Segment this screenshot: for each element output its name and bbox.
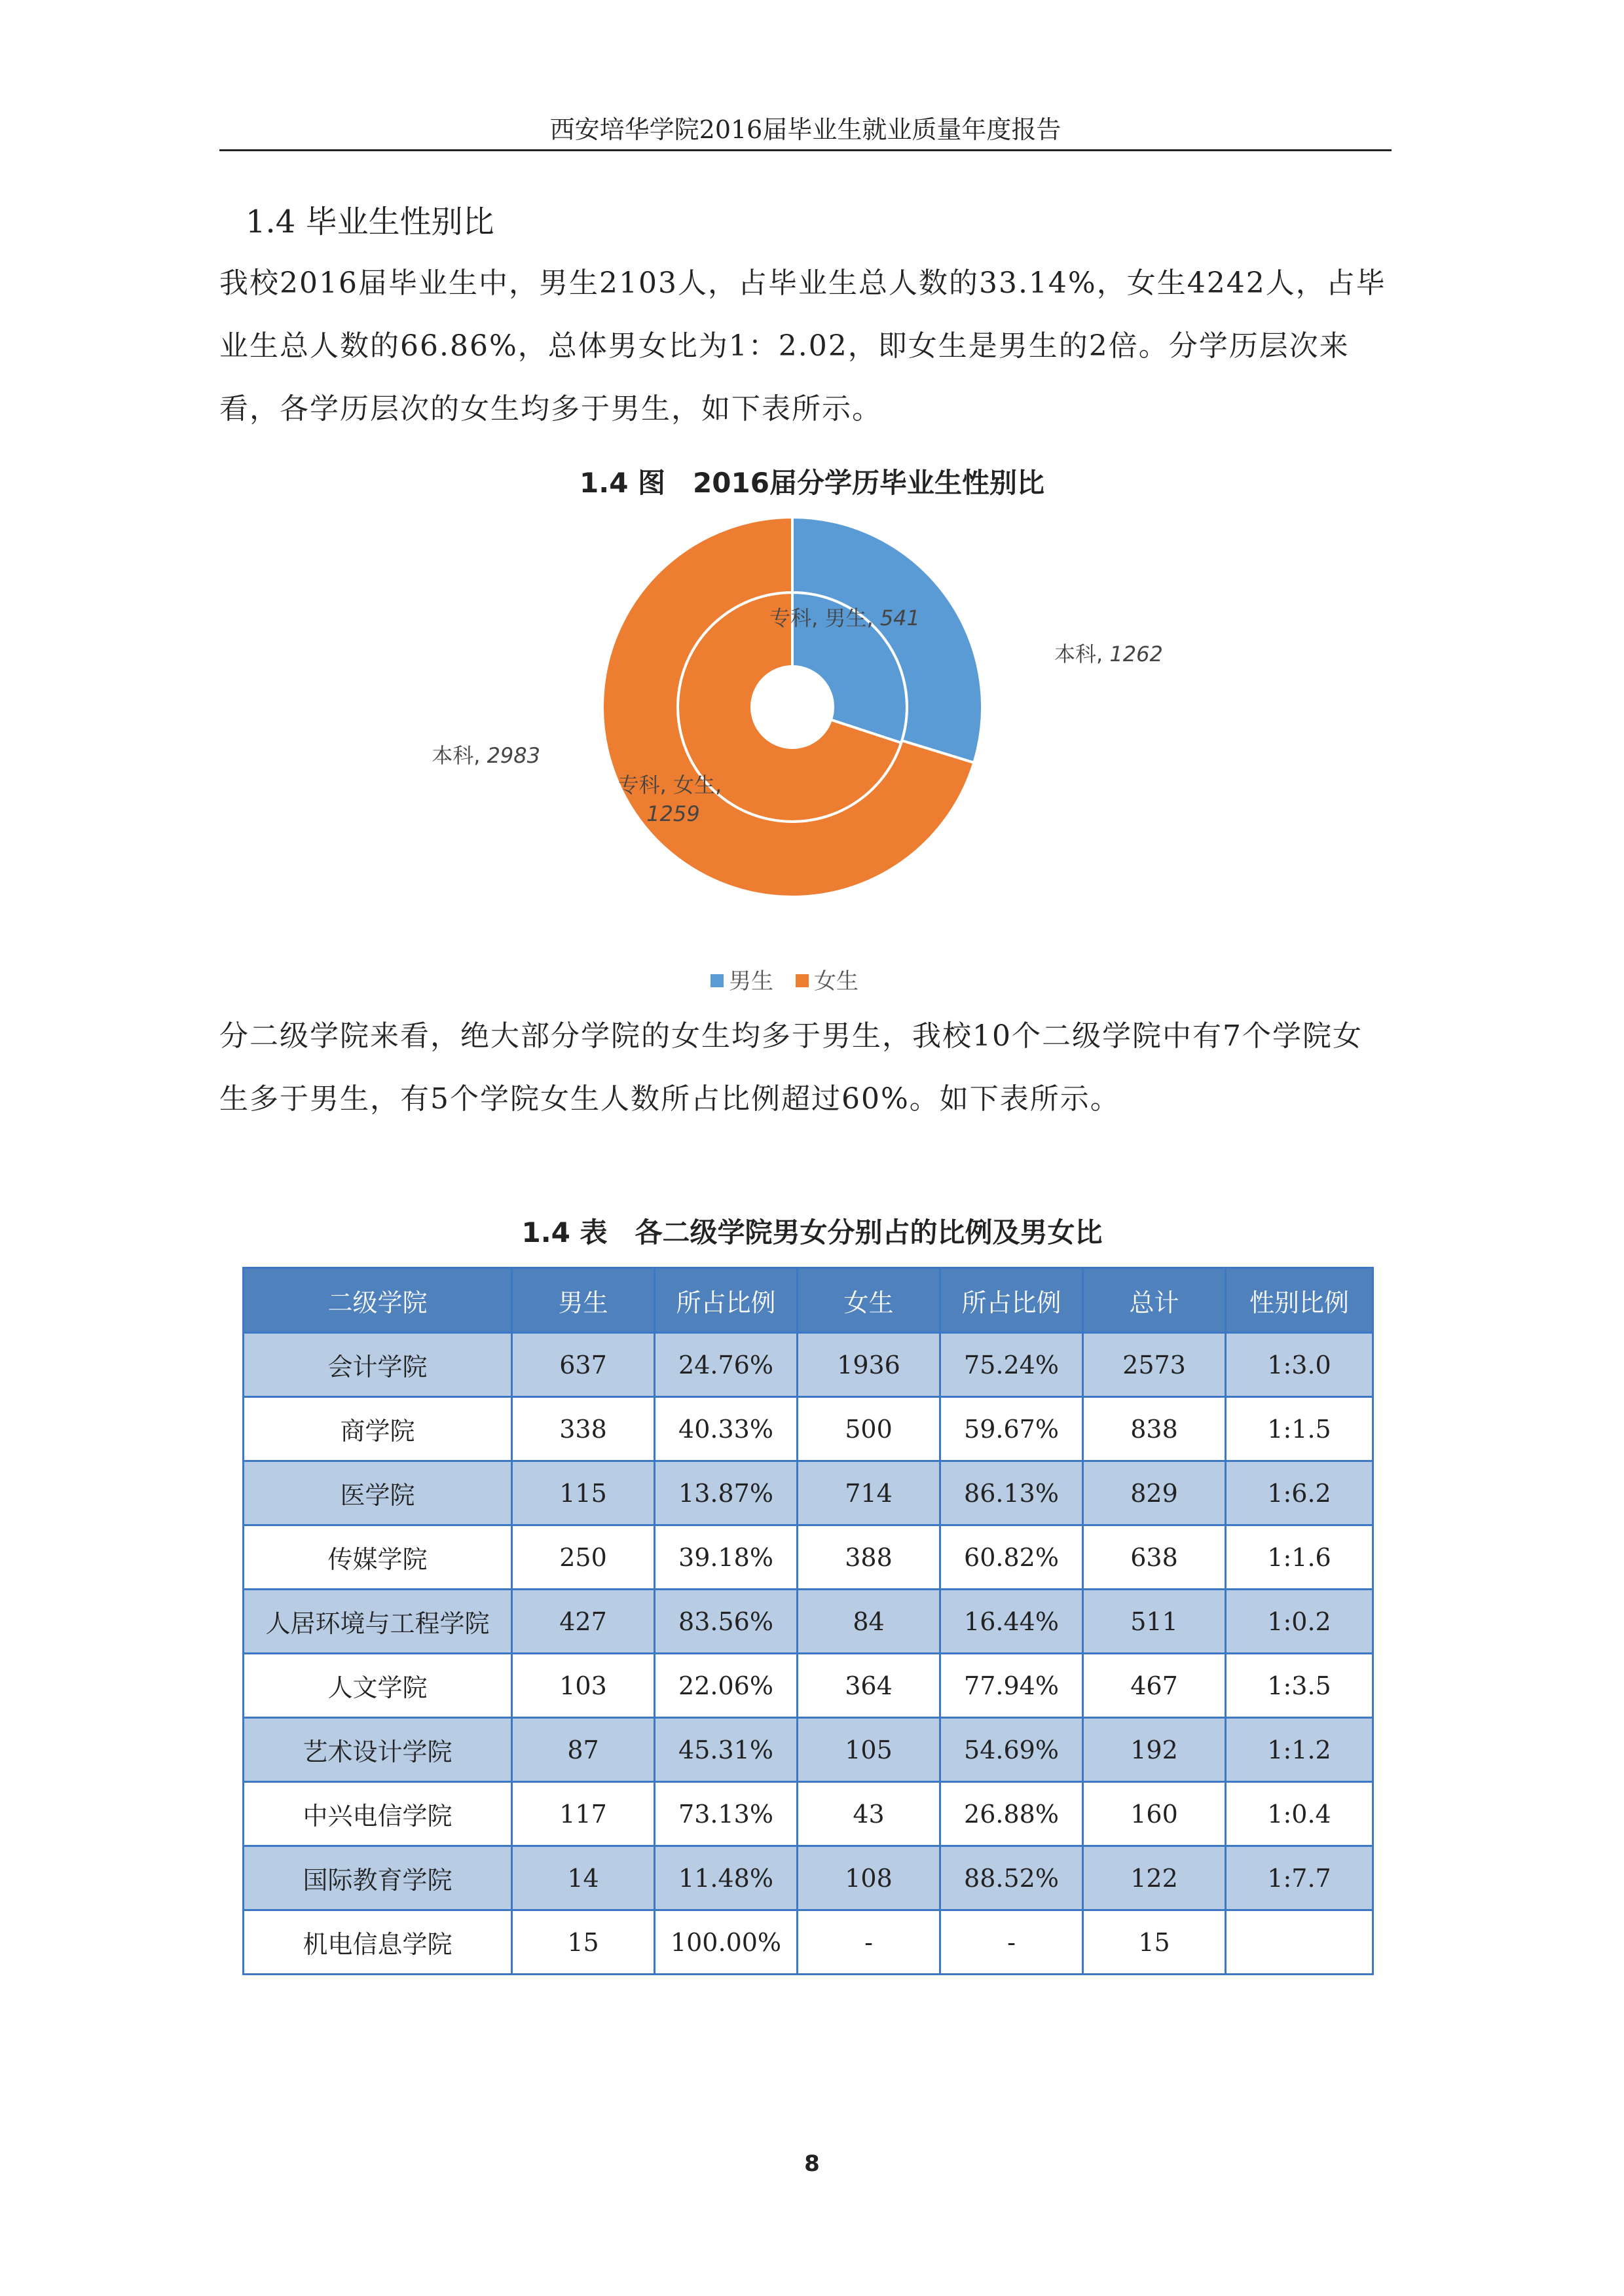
legend-swatch [710,974,724,987]
table-cell: 714 [798,1461,940,1525]
paragraph-college-ratio: 分二级学院来看，绝大部分学院的女生均多于男生，我校10个二级学院中有7个学院女生多于男生，有5个学院女生人数所占比例超过60%。如下表所示。 [219,1019,1363,1116]
table-cell: - [798,1910,940,1975]
table-body [244,1333,1373,1975]
table-cell: 100.00% [655,1910,798,1975]
table-cell: 45.31% [655,1718,798,1782]
table-cell: 160 [1083,1782,1226,1846]
table-row [244,1397,1373,1461]
table-row [244,1910,1373,1975]
table-row [244,1333,1373,1397]
table-cell: 中兴电信学院 [244,1782,512,1846]
table-cell: 2573 [1083,1333,1226,1397]
table-cell: 467 [1083,1654,1226,1718]
table-header-cell: 男生 [512,1268,655,1333]
table-header-cell: 总计 [1083,1268,1226,1333]
table-cell: 1:6.2 [1226,1461,1373,1525]
table-header-row [244,1268,1373,1333]
table-cell: 11.48% [655,1846,798,1910]
table-cell: 医学院 [244,1461,512,1525]
table-cell: 15 [512,1910,655,1975]
table-cell: 87 [512,1718,655,1782]
table-cell: 国际教育学院 [244,1846,512,1910]
table-row [244,1782,1373,1846]
table-cell: 1:1.5 [1226,1397,1373,1461]
table-cell: 1:0.2 [1226,1590,1373,1654]
data-label-outer_male: 本科, 1262 [1054,642,1163,666]
table-header-cell: 二级学院 [244,1268,512,1333]
table-cell: 388 [798,1525,940,1590]
table-cell: 59.67% [940,1397,1083,1461]
table-cell: 122 [1083,1846,1226,1910]
table-header-cell: 所占比例 [940,1268,1083,1333]
table-cell: 115 [512,1461,655,1525]
table-cell: 88.52% [940,1846,1083,1910]
table-cell: 54.69% [940,1718,1083,1782]
college-gender-table-wrapper [242,1267,1372,1975]
table-row [244,1654,1373,1718]
table-cell: 838 [1083,1397,1226,1461]
table-cell: 传媒学院 [244,1525,512,1590]
table-header-cell: 所占比例 [655,1268,798,1333]
table-cell: 1:3.0 [1226,1333,1373,1397]
table-cell: 75.24% [940,1333,1083,1397]
table-cell: 500 [798,1397,940,1461]
table-cell: 26.88% [940,1782,1083,1846]
table-cell: 829 [1083,1461,1226,1525]
table-cell: 427 [512,1590,655,1654]
table-cell: 60.82% [940,1525,1083,1590]
legend-label: 女生 [814,968,858,994]
section-title: 1.4 毕业生性别比 [246,204,494,240]
table-cell: 43 [798,1782,940,1846]
table-cell: 22.06% [655,1654,798,1718]
table-row [244,1590,1373,1654]
table-cell: 会计学院 [244,1333,512,1397]
table-cell: 机电信息学院 [244,1910,512,1975]
table-cell [1226,1910,1373,1975]
page-number: 8 [804,2151,820,2177]
table-cell: 103 [512,1654,655,1718]
page-header: 西安培华学院2016届毕业生就业质量年度报告 [219,110,1392,151]
table-cell: 86.13% [940,1461,1083,1525]
table-cell: 艺术设计学院 [244,1718,512,1782]
table-cell: 638 [1083,1525,1226,1590]
data-label-inner_female: 专科, 女生, 1259 [618,773,729,826]
table-row [244,1461,1373,1525]
table-row [244,1718,1373,1782]
table-cell: 13.87% [655,1461,798,1525]
table-cell: 250 [512,1525,655,1590]
figure-caption: 1.4 图 2016届分学历毕业生性别比 [580,467,1044,499]
gender-ratio-doughnut-chart [393,511,1244,1008]
table-cell: 24.76% [655,1333,798,1397]
table-row [244,1525,1373,1590]
table-cell: 338 [512,1397,655,1461]
table-cell: 1:7.7 [1226,1846,1373,1910]
chart-rings [602,517,982,897]
paragraph-overall-ratio: 我校2016届毕业生中，男生2103人，占毕业生总人数的33.14%，女生4242人，占毕业生总人数的66.86%，总体男女比为1：2.02，即女生是男生的2倍。分学历层次来看，各学历层次的女生均多于男生，如下表所示。 [219,266,1386,426]
table-header-cell: 女生 [798,1268,940,1333]
table-cell: - [940,1910,1083,1975]
table-cell: 1936 [798,1333,940,1397]
table-cell: 1:1.6 [1226,1525,1373,1590]
table-cell: 84 [798,1590,940,1654]
table-cell: 105 [798,1718,940,1782]
table-cell: 商学院 [244,1397,512,1461]
table-cell: 637 [512,1333,655,1397]
data-label-outer_female: 本科, 2983 [432,743,540,768]
data-label-inner_male: 专科, 男生, 541 [769,606,920,630]
table-cell: 39.18% [655,1525,798,1590]
table-row [244,1846,1373,1910]
table-cell: 1:0.4 [1226,1782,1373,1846]
table-cell: 192 [1083,1718,1226,1782]
chart-legend [710,968,858,994]
table-cell: 1:1.2 [1226,1718,1373,1782]
table-cell: 15 [1083,1910,1226,1975]
table-caption: 1.4 表 各二级学院男女分别占的比例及男女比 [521,1216,1103,1248]
table-cell: 77.94% [940,1654,1083,1718]
legend-swatch [796,974,809,987]
table-cell: 16.44% [940,1590,1083,1654]
table-cell: 83.56% [655,1590,798,1654]
table-cell: 14 [512,1846,655,1910]
legend-label: 男生 [729,968,773,994]
table-cell: 364 [798,1654,940,1718]
table-cell: 人居环境与工程学院 [244,1590,512,1654]
table-cell: 人文学院 [244,1654,512,1718]
table-cell: 511 [1083,1590,1226,1654]
table-cell: 117 [512,1782,655,1846]
table-cell: 108 [798,1846,940,1910]
table-cell: 73.13% [655,1782,798,1846]
table-cell: 40.33% [655,1397,798,1461]
table-header-cell: 性别比例 [1226,1268,1373,1333]
college-gender-table [242,1267,1374,1975]
table-cell: 1:3.5 [1226,1654,1373,1718]
